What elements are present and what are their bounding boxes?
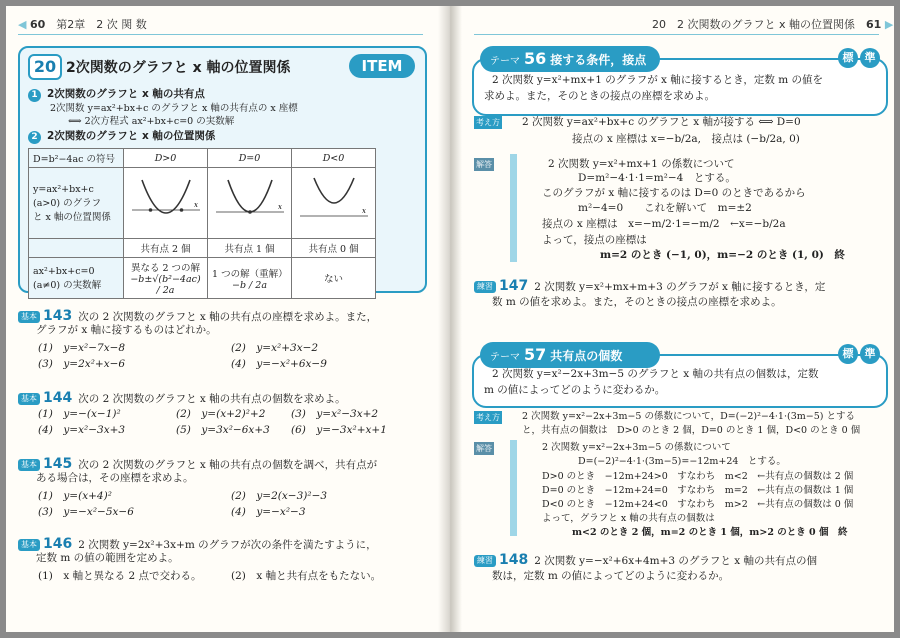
theme-56-box: テーマ 56 接する条件，接点 標 準 2 次関数 y=x²+mx+1 のグラフが x 軸に接するとき，定数 m の値を 求めよ。また，そのときの接点の座標を求めよ。: [472, 58, 888, 116]
item-summary-box: [18, 46, 427, 296]
problem-item: (3) y=2x²+x−6: [38, 358, 126, 370]
problem-item: (3) y=−x²−5x−6: [38, 506, 134, 518]
table-row-roots-label: ax²+bx+c=0 (a≠0) の実数解: [29, 258, 124, 299]
count-two: 共有点 2 個: [124, 239, 208, 258]
theme-56-label: テーマ 56 接する条件，接点: [480, 46, 660, 72]
roots-two: 異なる 2 つの解 −b±√(b²−4ac) / 2a: [124, 258, 208, 299]
svg-text:x: x: [361, 206, 366, 215]
level-badge: 標 準: [838, 344, 880, 364]
problem-item: (4) y=−x²+6x−9: [231, 358, 327, 370]
right-page: 20 2 次関数のグラフと x 軸の位置関係 61 ▶ テーマ 56 接する条件，接点 標 準 2 次関数 y=x²+mx+1 のグラフが x 軸に接するとき，定数 m の値を 求めよ。また，そのときの接点の座標を求めよ。 考え方 2 次関数 y=ax²+bx+c のグラフと x 軸が接する ⟺ D=0 接点の x 座標は x=−b/2a, 接点は (−b/2a, 0) 解答 2 次関数 y=x²+mx+1 の係数について D=m²−4·1·1=m²−4 とする。 このグラフが x 軸に接するのは D=0 のときであるから m²−4=0 これを解いて m=±2 接点の x 座標は x=−m/2·1=−m/2 ←x=−b/2a よって，接点の座標は m=2 のとき (−1, 0)，m=−2 のとき (1, 0) 終 練習 147 2 次関数 y=x²+mx+m+3 のグラフが x 軸に接するとき，定 数 m の値を求めよ。また，そのときの接点の座標を求めよ。 テーマ 57 共有点の個数 標 準 2 次関数 y=x²−2x+3m−5 のグラフと x 軸の共有点の個数は，定数 m の値によってどのように変わるか。 考え方 2 次関数 y=x²−2x+3m−5 の係数について，D=(−2)²−4·1·(3m−5) とする と，共有点の個数は D>0 のとき 2 個，D=0 のとき 1 個，D<0 のとき 0 個 解答 2 次関数 y=x²−2x+3m−5 の係数について D=(−2)²−4·1·(3m−5)=−12m+24 とする。 D>0 のとき −12m+24>0 すなわち m<2 ←共有点の個数は 2 個 D=0 のとき −12m+24=0 すなわち m=2 ←共有点の個数は 1 個 D<0 のとき −12m+24<0 すなわち m>2 ←共有点の個数は 0 個 よって，グラフと x 軸の共有点の個数は m<2 のとき 2 個，m=2 のとき 1 個，m>2 のとき 0 個 終 練習 148 2 次関数 y=−x²+6x+4m+3 のグラフと x 軸の共有点の個 数は，定数 m の値によってどのように変わるか。: [462, 6, 894, 632]
problem-item: (2) x 軸と共有点をもたない。: [231, 570, 382, 582]
discriminant-table: [28, 148, 376, 299]
answer-tag: 解答: [476, 160, 492, 169]
svg-text:x: x: [193, 200, 198, 209]
problem-item: (2) y=(x+2)²+2: [176, 408, 266, 420]
problem-item: (3) y=x²−3x+2: [291, 408, 379, 420]
problem-item: (2) y=x²+3x−2: [231, 342, 319, 354]
item-title: 2次関数のグラフと x 軸の位置関係: [66, 60, 291, 76]
problem-text: グラフが x 軸に接するものはどれか。: [36, 324, 217, 336]
count-zero: 共有点 0 個: [292, 239, 376, 258]
point-1-line-1: 2次関数 y=ax²+bx+c のグラフと x 軸の共有点の x 座標: [50, 103, 298, 114]
theme-57-label: テーマ 57 共有点の個数: [480, 342, 660, 368]
right-header: 20 2 次関数のグラフと x 軸の位置関係 61 ▶: [652, 18, 894, 31]
table-header-label: D=b²−4ac の符号: [29, 149, 124, 168]
circle-1-icon: 1: [28, 89, 41, 102]
problem-item: (2) y=2(x−3)²−3: [231, 490, 328, 502]
circle-2-icon: 2: [28, 131, 41, 144]
item-badge: ITEM: [349, 54, 415, 78]
problem-item: (4) y=x²−3x+3: [38, 424, 126, 436]
roots-one: 1 つの解（重解） −b / 2a: [208, 258, 292, 299]
theme-57-box: テーマ 57 共有点の個数 標 準 2 次関数 y=x²−2x+3m−5 のグラフと x 軸の共有点の個数は，定数 m の値によってどのように変わるか。: [472, 354, 888, 408]
problem-item: (4) y=−x²−3: [231, 506, 306, 518]
hint-tag: 考え方: [476, 118, 500, 127]
table-row-graph-label: y=ax²+bx+c (a>0) のグラフ と x 軸の位置関係: [29, 168, 124, 239]
roots-none: ない: [292, 258, 376, 299]
graph-no-point: [292, 168, 376, 239]
problem-item: (6) y=−3x²+x+1: [291, 424, 387, 436]
graph-one-point: [208, 168, 292, 239]
svg-text:x: x: [277, 202, 282, 211]
point-1-line-2: ⟺ 2次方程式 ax²+bx+c=0 の実数解: [68, 116, 235, 127]
page-number-left: 60: [29, 18, 46, 31]
count-one: 共有点 1 個: [208, 239, 292, 258]
table-header-d-zero: D=0: [208, 149, 292, 168]
table-header-d-negative: D<0: [292, 149, 376, 168]
book-gutter: [438, 6, 462, 632]
graph-two-points: [124, 168, 208, 239]
item-number: 20: [28, 54, 62, 80]
left-page: ◀ 60 第2章 2 次 関 数 20 2次関数のグラフと x 軸の位置関係 ITEM 1 2次関数のグラフと x 軸の共有点 2次関数 y=ax²+bx+c のグラフと x 軸の共有点の x 座標 ⟺ 2次方程式 ax²+bx+c=0 の実数解 2 2次関数のグラフと x 軸の位置関係 D=b²−4ac の符号 D>0 D=0 D<0 y=ax²+bx+c (a>0) のグラフ と x 軸の位置関係 x x x 共有点 2 個 共有点 1 個 共有点 0 個 ax²+bx+c=0 (a≠0) の実数解 異なる 2 つの解 −b±√(b²−4ac) / 2a 1 つの解（重解） −b / 2a ない 基本 143 次の 2 次関数のグラフと x 軸の共有点の座標を求めよ。また， グラフが x 軸に接するものはどれか。 (1) y=x²−7x−8 (2) y=x²+3x−2 (3) y=2x²+x−6 (4) y=−x²+6x−9 基本 144 次の 2 次関数のグラフと x 軸の共有点の個数を求めよ。 (1) y=−(x−1)² (2) y=(x+2)²+2 (3) y=x²−3x+2 (4) y=x²−3x+3 (5) y=3x²−6x+3 (6) y=−3x²+x+1 基本 145 次の 2 次関数のグラフと x 軸の共有点の個数を調べ，共有点が ある場合は，その座標を求めよ。 (1) y=(x+4)² (2) y=2(x−3)²−3 (3) y=−x²−5x−6 (4) y=−x²−3 基本 146 2 次関数 y=2x²+3x+m のグラフが次の条件を満たすように， 定数 m の値の範囲を定めよ。 (1) x 軸と異なる 2 点で交わる。 (2) x 軸と共有点をもたない。: [6, 6, 438, 632]
problem-tag: 基本: [18, 311, 40, 323]
problem-item: (1) y=x²−7x−8: [38, 342, 126, 354]
problem-number: 143: [43, 308, 73, 324]
problem-item: (1) x 軸と異なる 2 点で交わる。: [38, 570, 202, 582]
point-1-heading: 1 2次関数のグラフと x 軸の共有点: [28, 88, 205, 102]
page-number-right: 61: [866, 18, 882, 31]
header-rule: [18, 34, 423, 35]
point-2-heading: 2 2次関数のグラフと x 軸の位置関係: [28, 130, 215, 144]
chapter-title: 第2章 2 次 関 数: [56, 18, 147, 31]
level-badge: 標 準: [838, 48, 880, 68]
problem-item: (5) y=3x²−6x+3: [176, 424, 270, 436]
section-title: 20 2 次関数のグラフと x 軸の位置関係: [652, 18, 855, 31]
problem-item: (1) y=(x+4)²: [38, 490, 112, 502]
table-header-d-positive: D>0: [124, 149, 208, 168]
problem-text: 次の 2 次関数のグラフと x 軸の共有点の座標を求めよ。また，: [78, 311, 378, 323]
problem-item: (1) y=−(x−1)²: [38, 408, 121, 420]
left-header: ◀ 60 第2章 2 次 関 数: [18, 18, 147, 31]
